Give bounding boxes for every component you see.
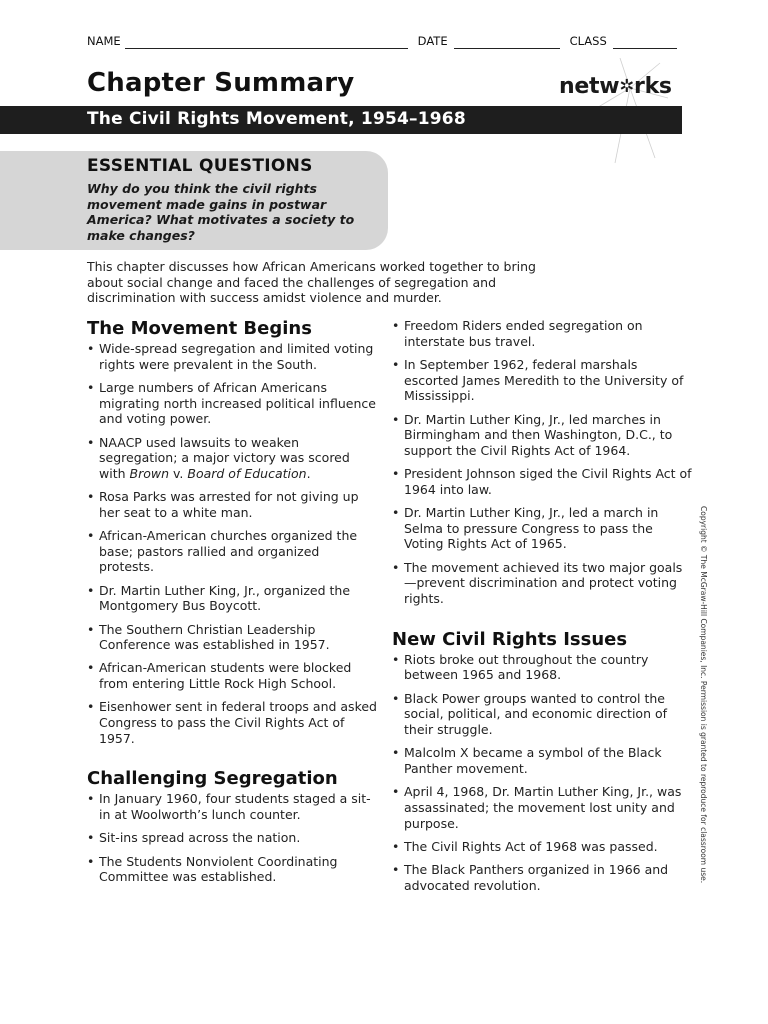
- list-item: • The Students Nonviolent Coordinating Committee was established.: [87, 854, 377, 885]
- list-item: • Eisenhower sent in federal troops and asked Congress to pass the Civil Rights Act of 1957.: [87, 699, 377, 746]
- list-item: • Large numbers of African Americans migrating north increased political influence and voting power.: [87, 380, 377, 427]
- challenging-segregation-continued-list: [392, 318, 692, 607]
- list-item: [87, 435, 377, 482]
- list-item: • Riots broke out throughout the country between 1965 and 1968.: [392, 652, 692, 683]
- list-item: • Rosa Parks was arrested for not giving up her seat to a white man.: [87, 489, 377, 520]
- networks-logo: [559, 74, 672, 99]
- name-label: NAME: [87, 34, 121, 48]
- list-item: • African-American churches organized the base; pastors rallied and organized protests.: [87, 528, 377, 575]
- list-item: • The Southern Christian Leadership Conference was established in 1957.: [87, 622, 377, 653]
- intro-paragraph: This chapter discusses how African Americans worked together to bring about social change and faced the challenges of segregation and discrimination with success amidst violence and murder.: [87, 259, 536, 305]
- list-item: • April 4, 1968, Dr. Martin Luther King, Jr., was assassinated; the movement lost unity and purpose.: [392, 784, 692, 831]
- essential-questions-title: ESSENTIAL QUESTIONS: [87, 156, 313, 176]
- logo-prefix: netw: [559, 74, 620, 99]
- list-item: • Dr. Martin Luther King, Jr., organized the Montgomery Bus Boycott.: [87, 583, 377, 614]
- section-title-movement-begins: The Movement Begins: [87, 318, 312, 339]
- essential-questions-text: Why do you think the civil rights movement made gains in postwar America? What motivates a society to make changes?: [87, 181, 355, 243]
- challenging-segregation-list: [87, 791, 377, 885]
- case-name-brown: Brown: [129, 465, 170, 481]
- case-versus: v.: [169, 465, 188, 481]
- class-field[interactable]: [613, 34, 677, 49]
- new-issues-list: [392, 652, 692, 894]
- right-column: [392, 318, 692, 901]
- list-item: • President Johnson siged the Civil Rights Act of 1964 into law.: [392, 466, 692, 497]
- list-item: • Dr. Martin Luther King, Jr., led a march in Selma to pressure Congress to pass the Voting Rights Act of 1965.: [392, 505, 692, 552]
- chapter-subtitle: The Civil Rights Movement, 1954–1968: [87, 109, 466, 129]
- chapter-banner: [0, 106, 682, 134]
- list-item: • The Black Panthers organized in 1966 and advocated revolution.: [392, 862, 692, 893]
- case-name-board: Board of Education: [187, 465, 307, 481]
- list-item: • The movement achieved its two major goals—prevent discrimination and protect voting rights.: [392, 560, 692, 607]
- section-title-new-civil-rights-issues: New Civil Rights Issues: [392, 628, 628, 650]
- list-item: • In September 1962, federal marshals escorted James Meredith to the University of Mississippi.: [392, 357, 692, 404]
- list-item: • The Civil Rights Act of 1968 was passed.: [392, 839, 692, 855]
- movement-begins-list: [87, 341, 377, 746]
- list-item: • Black Power groups wanted to control the social, political, and economic direction of their struggle.: [392, 691, 692, 738]
- class-label: CLASS: [569, 34, 607, 48]
- case-period: .: [306, 465, 311, 481]
- list-item: • Sit-ins spread across the nation.: [87, 830, 377, 846]
- naacp-text: NAACP used lawsuits to weaken segregation; a major victory was scored with: [99, 434, 350, 481]
- section-title-challenging-segregation: Challenging Segregation: [87, 768, 338, 790]
- name-field[interactable]: [125, 34, 408, 49]
- list-item: • In January 1960, four students staged a sit-in at Woolworth’s lunch counter.: [87, 791, 377, 822]
- worksheet-header: [87, 34, 687, 49]
- date-label: DATE: [417, 34, 448, 48]
- list-item: • Dr. Martin Luther King, Jr., led marches in Birmingham and then Washington, D.C., to support the Civil Rights Act of 1964.: [392, 412, 692, 459]
- left-column: [87, 318, 377, 892]
- copyright-notice: Copyright © The McGraw-Hill Companies, Inc. Permission is granted to reproduce for classroom use.: [699, 506, 708, 884]
- page-title: Chapter Summary: [87, 68, 355, 98]
- list-item: • Malcolm X became a symbol of the Black Panther movement.: [392, 745, 692, 776]
- date-field[interactable]: [454, 34, 560, 49]
- logo-suffix: rks: [634, 74, 672, 99]
- list-item: • Wide-spread segregation and limited voting rights were prevalent in the South.: [87, 341, 377, 372]
- list-item: • African-American students were blocked from entering Little Rock High School.: [87, 660, 377, 691]
- gear-icon: ✲: [619, 76, 635, 97]
- list-item: • Freedom Riders ended segregation on interstate bus travel.: [392, 318, 692, 349]
